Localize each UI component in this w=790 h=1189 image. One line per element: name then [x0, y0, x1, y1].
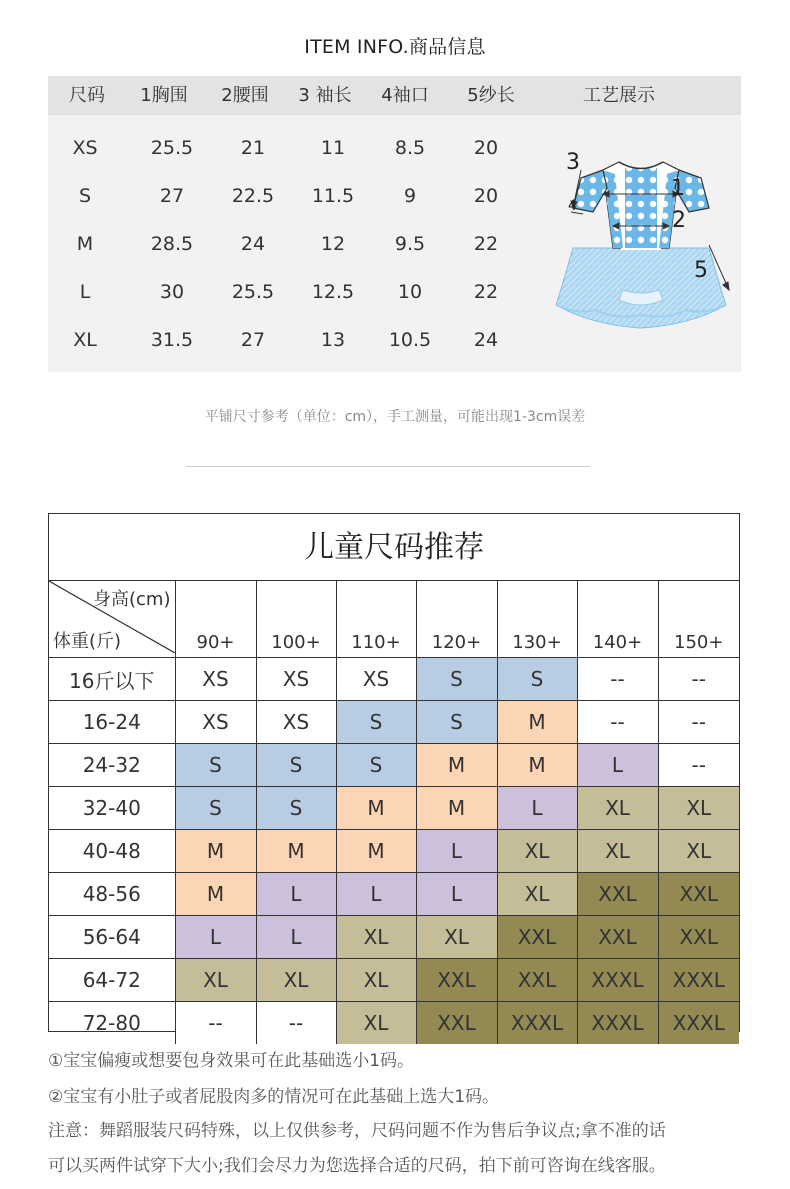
weight-row: [49, 787, 739, 830]
weight-range-cell: 48-56: [49, 873, 175, 916]
size-cell: L: [577, 744, 658, 787]
height-header-cell: 110+: [336, 581, 416, 658]
info-value-cell: 8.5: [394, 137, 426, 159]
info-size-cell: XL: [73, 329, 97, 351]
section-divider: [186, 466, 590, 467]
info-value-cell: 24: [240, 233, 266, 255]
size-cell: M: [175, 830, 256, 873]
size-cell: S: [175, 744, 256, 787]
info-value-cell: 12: [320, 233, 346, 255]
size-cell: XL: [416, 916, 497, 959]
size-cell: XL: [658, 830, 739, 873]
header-sleeve-length: 3 袖长: [298, 85, 352, 106]
size-cell: M: [256, 830, 336, 873]
size-cell: XS: [175, 701, 256, 744]
weight-row: [49, 744, 739, 787]
weight-range-cell: 32-40: [49, 787, 175, 830]
info-table-header: [48, 76, 741, 115]
height-header-cell: 150+: [658, 581, 739, 658]
info-size-cell: S: [78, 185, 92, 207]
diagram-label-4: 4: [568, 198, 577, 214]
size-cell: L: [175, 916, 256, 959]
height-header-cell: 140+: [577, 581, 658, 658]
height-header-cell: 90+: [175, 581, 256, 658]
info-value-cell: 10.5: [388, 329, 432, 351]
size-cell: L: [336, 873, 416, 916]
size-cell: M: [175, 873, 256, 916]
size-cell: XL: [336, 1002, 416, 1045]
weight-range-cell: 40-48: [49, 830, 175, 873]
size-cell: S: [175, 787, 256, 830]
weight-range-cell: 64-72: [49, 959, 175, 1002]
size-cell: --: [658, 744, 739, 787]
size-cell: L: [497, 787, 577, 830]
info-value-cell: 12.5: [311, 281, 355, 303]
weight-row: [49, 830, 739, 873]
size-cell: XL: [658, 787, 739, 830]
size-cell: --: [256, 1002, 336, 1045]
size-cell: XXXL: [658, 959, 739, 1002]
info-value-cell: 22: [473, 233, 499, 255]
size-cell: XXXL: [577, 1002, 658, 1045]
weight-range-cell: 16斤以下: [49, 658, 175, 701]
height-axis-label: 身高(cm): [93, 589, 171, 610]
size-cell: XXL: [416, 1002, 497, 1045]
info-value-cell: 27: [159, 185, 185, 207]
size-cell: --: [175, 1002, 256, 1045]
size-cell: M: [497, 744, 577, 787]
weight-axis-label: 体重(斤): [53, 631, 122, 652]
info-value-cell: 24: [473, 329, 499, 351]
weight-range-cell: 16-24: [49, 701, 175, 744]
diagram-label-2: 2: [672, 208, 686, 233]
info-value-cell: 13: [320, 329, 346, 351]
size-cell: XXL: [497, 959, 577, 1002]
weight-row: [49, 701, 739, 744]
height-header-cell: 100+: [256, 581, 336, 658]
info-value-cell: 10: [397, 281, 423, 303]
measurement-note: 平铺尺寸参考（单位：cm），手工测量，可能出现1-3cm误差: [204, 409, 586, 425]
size-cell: XS: [256, 701, 336, 744]
size-cell: XXL: [577, 873, 658, 916]
size-cell: XS: [175, 658, 256, 701]
weight-row: [49, 916, 739, 959]
info-size-cell: XS: [72, 137, 98, 159]
info-value-cell: 20: [473, 185, 499, 207]
size-cell: L: [416, 830, 497, 873]
size-cell: S: [497, 658, 577, 701]
size-cell: XL: [577, 830, 658, 873]
page-title: ITEM INFO.商品信息: [304, 36, 486, 58]
size-cell: XL: [336, 916, 416, 959]
size-cell: S: [336, 744, 416, 787]
size-cell: XXL: [658, 916, 739, 959]
dress-diagram: [551, 150, 731, 340]
size-cell: XL: [256, 959, 336, 1002]
size-cell: XXL: [658, 873, 739, 916]
size-cell: S: [336, 701, 416, 744]
weight-range-cell: 24-32: [49, 744, 175, 787]
corner-cell: [49, 581, 175, 658]
size-cell: XXL: [577, 916, 658, 959]
footer-notice-2: 可以买两件试穿下大小;我们会尽力为您选择合适的尺码，拍下前可咨询在线客服。: [48, 1156, 666, 1176]
size-cell: XXL: [416, 959, 497, 1002]
footer-tip-1: ①宝宝偏瘦或想要包身效果可在此基础选小1码。: [48, 1051, 415, 1071]
size-cell: --: [658, 701, 739, 744]
header-chest: 1胸围: [140, 85, 188, 106]
info-value-cell: 31.5: [150, 329, 194, 351]
info-size-cell: L: [79, 281, 91, 303]
size-cell: --: [577, 658, 658, 701]
info-value-cell: 21: [240, 137, 266, 159]
size-cell: S: [256, 744, 336, 787]
info-value-cell: 20: [473, 137, 499, 159]
weight-range-cell: 72-80: [49, 1002, 175, 1045]
info-value-cell: 25.5: [150, 137, 194, 159]
size-cell: L: [256, 916, 336, 959]
size-cell: --: [658, 658, 739, 701]
size-cell: XXL: [497, 916, 577, 959]
size-cell: XS: [336, 658, 416, 701]
info-value-cell: 22.5: [231, 185, 275, 207]
item-info-table: [48, 76, 741, 372]
info-value-cell: 9: [403, 185, 417, 207]
footer-notice-1: 注意：舞蹈服装尺码特殊，以上仅供参考，尺码问题不作为售后争议点;拿不准的话: [48, 1121, 666, 1141]
size-cell: --: [577, 701, 658, 744]
size-cell: XXXL: [658, 1002, 739, 1045]
size-cell: S: [416, 658, 497, 701]
size-cell: M: [336, 830, 416, 873]
size-cell: M: [497, 701, 577, 744]
info-value-cell: 11.5: [311, 185, 355, 207]
header-craft-display: 工艺展示: [583, 85, 655, 106]
size-cell: M: [416, 744, 497, 787]
chart-title: 儿童尺码推荐: [49, 514, 739, 581]
size-cell: XL: [497, 830, 577, 873]
size-cell: XL: [497, 873, 577, 916]
info-value-cell: 22: [473, 281, 499, 303]
info-value-cell: 30: [159, 281, 185, 303]
size-cell: XXXL: [577, 959, 658, 1002]
height-header-cell: 120+: [416, 581, 497, 658]
diagram-label-3: 3: [566, 150, 580, 175]
size-cell: XL: [175, 959, 256, 1002]
info-value-cell: 11: [320, 137, 346, 159]
info-size-cell: M: [76, 233, 94, 255]
size-cell: M: [336, 787, 416, 830]
weight-row: [49, 959, 739, 1002]
size-cell: L: [416, 873, 497, 916]
info-value-cell: 28.5: [150, 233, 194, 255]
diagram-label-1: 1: [671, 176, 685, 201]
info-value-cell: 27: [240, 329, 266, 351]
diagram-label-5: 5: [694, 258, 708, 283]
weight-range-cell: 56-64: [49, 916, 175, 959]
weight-row: [49, 873, 739, 916]
weight-row: [49, 658, 739, 701]
size-cell: XXXL: [497, 1002, 577, 1045]
height-header-row: [49, 581, 739, 658]
size-cell: XS: [256, 658, 336, 701]
weight-row: [49, 1002, 739, 1045]
header-size: 尺码: [69, 85, 105, 106]
header-tulle-length: 5纱长: [467, 85, 515, 106]
info-value-cell: 25.5: [231, 281, 275, 303]
size-cell: M: [416, 787, 497, 830]
header-cuff: 4袖口: [381, 85, 429, 106]
size-grid: [49, 581, 739, 1044]
size-cell: XL: [336, 959, 416, 1002]
size-cell: L: [256, 873, 336, 916]
footer-tip-2: ②宝宝有小肚子或者屁股肉多的情况可在此基础上选大1码。: [48, 1087, 500, 1107]
size-cell: S: [256, 787, 336, 830]
size-cell: S: [416, 701, 497, 744]
height-header-cell: 130+: [497, 581, 577, 658]
size-recommendation-chart: [48, 513, 740, 1035]
info-value-cell: 9.5: [394, 233, 426, 255]
header-waist: 2腰围: [221, 85, 269, 106]
size-cell: XL: [577, 787, 658, 830]
